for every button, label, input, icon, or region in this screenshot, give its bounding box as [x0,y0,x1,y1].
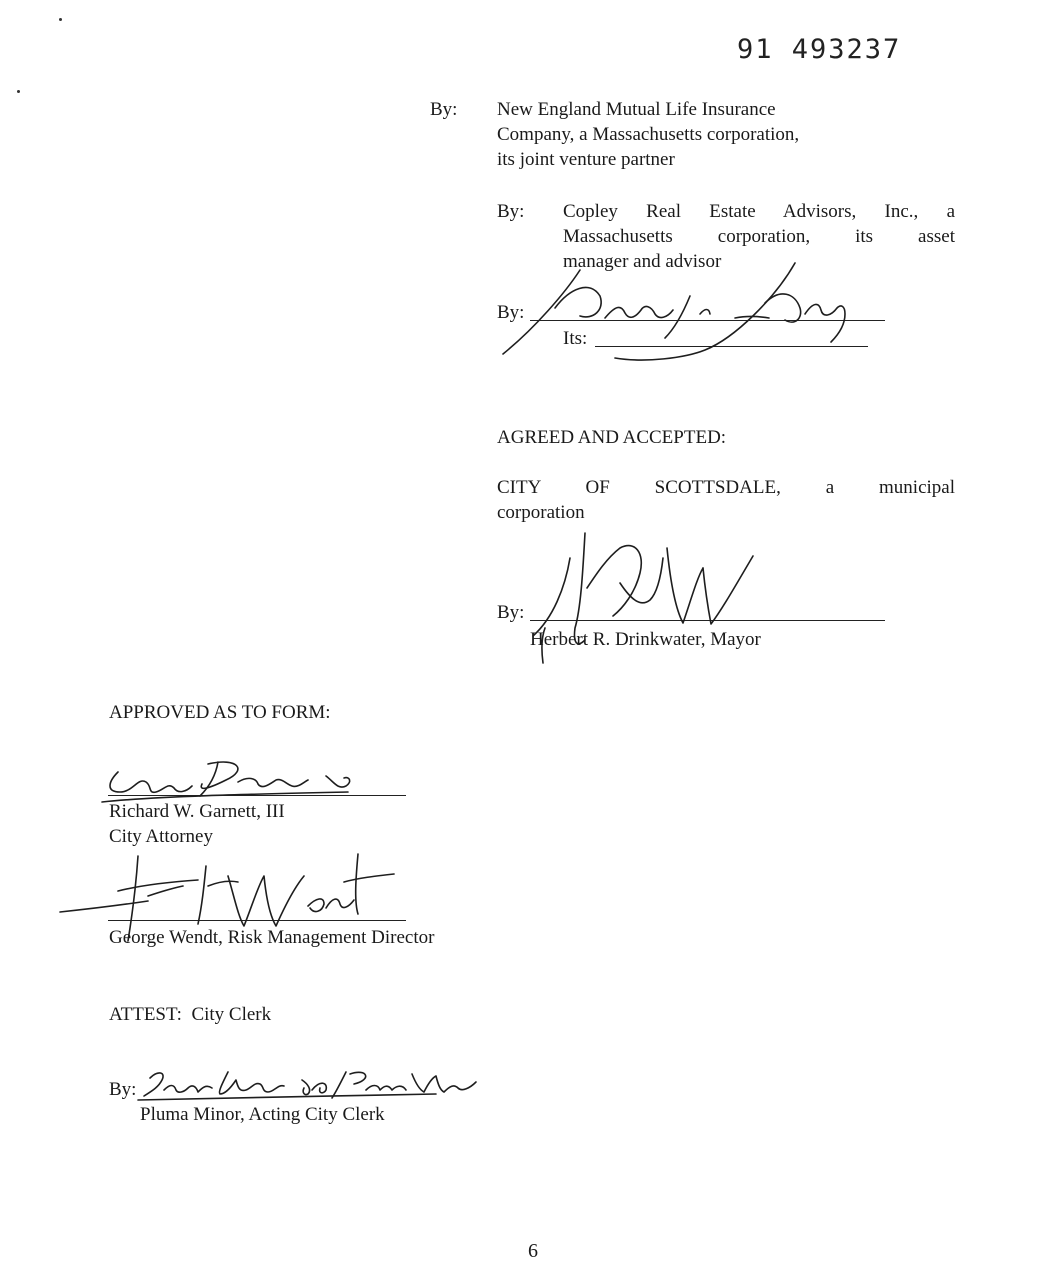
signature-copley [495,258,875,368]
nemli-line: its joint venture partner [497,149,675,170]
nemli-line: Company, a Massachusetts corporation, [497,124,800,145]
signature-clerk [136,1060,481,1110]
its-label: Its: [563,328,588,349]
scan-speck [17,90,20,93]
attest-heading: ATTEST: City Clerk [109,1004,272,1025]
approved-heading: APPROVED AS TO FORM: [109,702,331,723]
copley-line: Copley Real Estate Advisors, Inc., a [563,201,955,222]
page-number: 6 [528,1240,538,1262]
signature-risk-director [58,846,403,946]
by-label-clerk: By: [109,1079,137,1100]
risk-director-name: George Wendt, Risk Management Director [109,927,435,948]
city-description [497,475,955,525]
attorney-name: Richard W. Garnett, III [109,801,285,822]
attorney-title: City Attorney [109,826,213,847]
copley-line: manager and advisor [563,251,722,272]
signature-mayor [525,528,765,668]
city-line: corporation [497,502,585,523]
clerk-name: Pluma Minor, Acting City Clerk [140,1104,385,1125]
document-number: 91 493237 [737,34,902,65]
copley-line: Massachusetts corporation, its asset [563,226,955,247]
scan-speck [59,18,62,21]
nemli-description [497,97,877,172]
city-line: CITY OF SCOTTSDALE, a municipal [497,477,955,498]
by-label-copley: By: [497,201,525,222]
signature-attorney [98,752,368,812]
by-label-mayor: By: [497,602,525,623]
nemli-line: New England Mutual Life Insurance [497,99,776,120]
agreed-accepted-heading: AGREED AND ACCEPTED: [497,427,727,448]
mayor-name: Herbert R. Drinkwater, Mayor [530,629,761,650]
by-label-copley-signer: By: [497,302,525,323]
by-label-nemli: By: [430,99,458,120]
